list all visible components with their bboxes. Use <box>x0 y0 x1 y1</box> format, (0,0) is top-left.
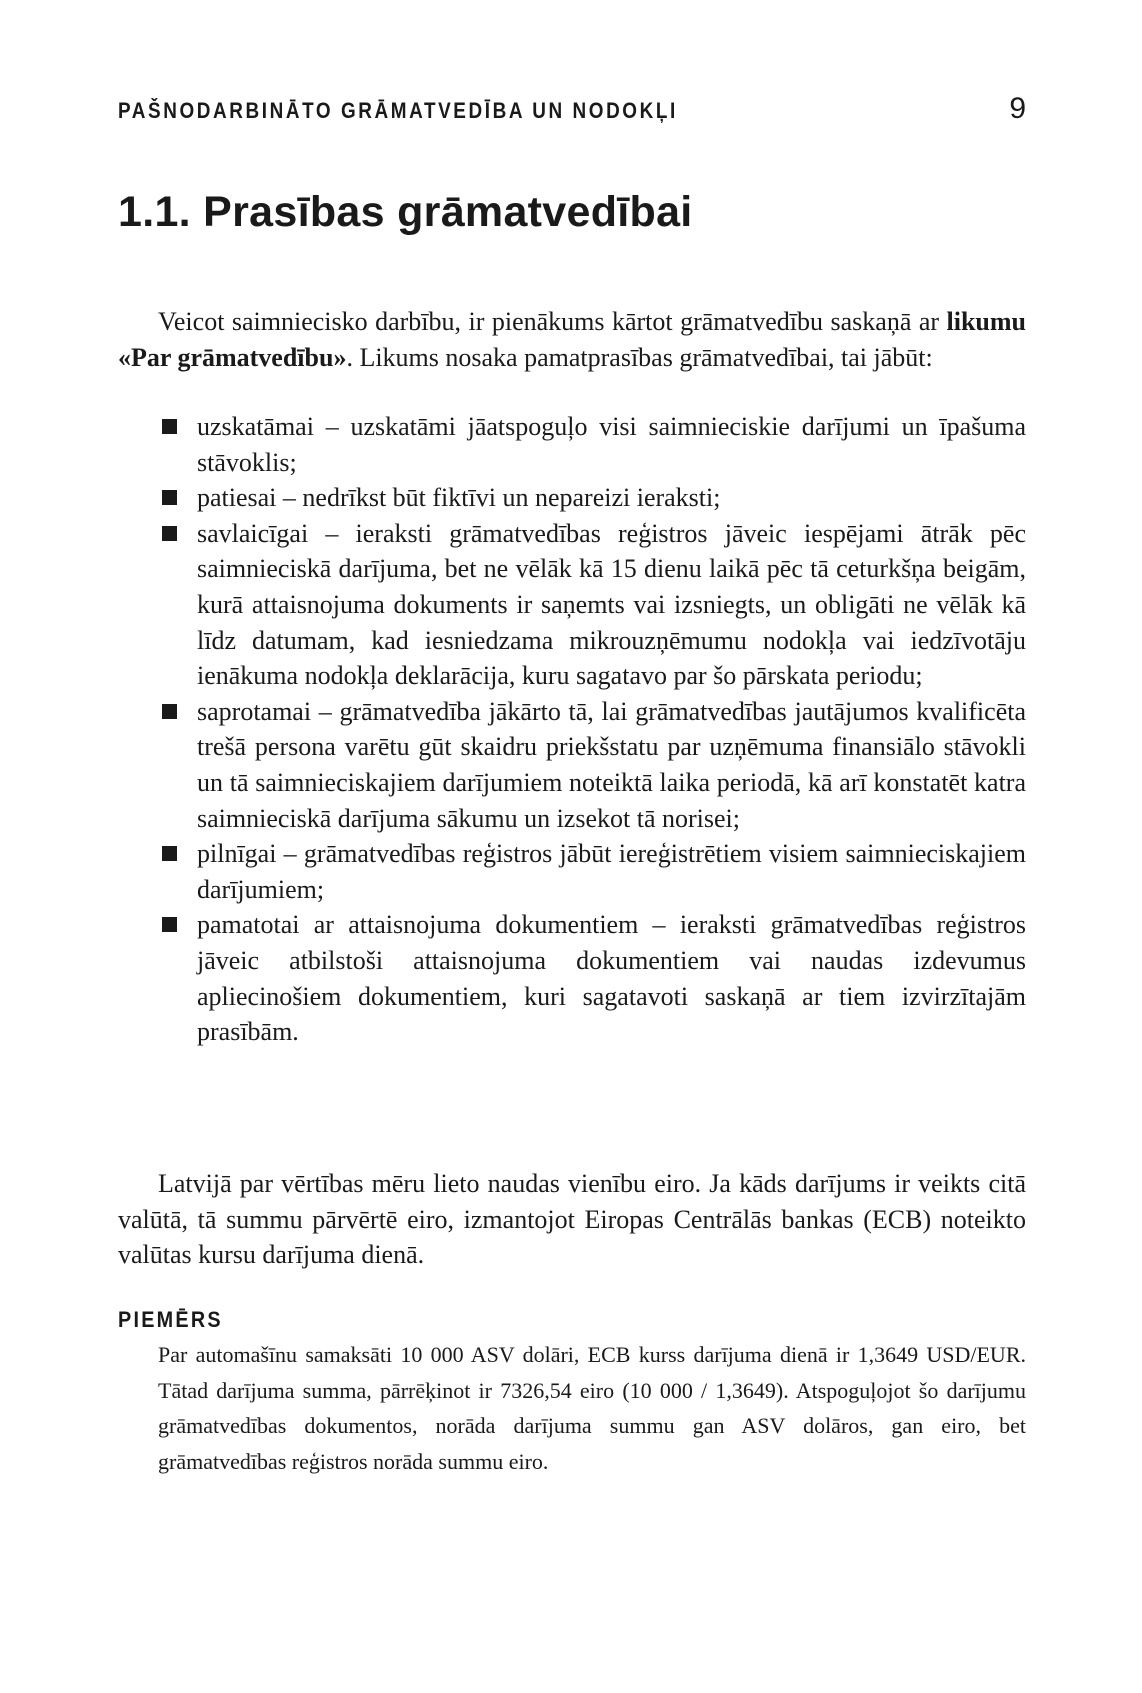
intro-text-after: . Likums nosaka pamatprasības grāmatvedībai, tai jābūt: <box>346 342 933 372</box>
list-item-text: pamatotai ar attaisnojuma dokumentiem – ieraksti grāmatvedības reģistros jāveic atbilstoši attaisnojuma dokumentiem vai naudas izdevumus apliecinošiem dokumentiem, kuri sagatavoti saskaņā ar tiem izvirzītajām prasībām. <box>197 910 1026 1047</box>
section-title: 1.1. Prasības grāmatvedībai <box>118 188 693 236</box>
list-item-text: savlaicīgai – ieraksti grāmatvedības reģistros jāveic iespējami ātrāk pēc saimnieciskā darījuma, bet ne vēlāk kā 15 dienu laikā pēc tā ceturkšņa beigām, kurā attaisnojuma dokuments ir saņemts vai izsniegts, un obligāti ne vēlāk kā līdz datumam, kad iesniedzama mikrouzņēmumu nodokļa vai iedzīvotāju ienākuma nodokļa deklarācija, kuru sagatavo par šo pārskata periodu; <box>197 518 1026 691</box>
square-bullet-icon <box>162 917 177 932</box>
example-label: PIEMĒRS <box>118 1307 223 1332</box>
currency-paragraph: Latvijā par vērtības mēru lieto naudas vienību eiro. Ja kāds darījums ir veikts citā valūtā, tā summu pārvērtē eiro, izmantojot Eiropas Centrālās bankas (ECB) noteikto valūtas kursu darījuma dienā. <box>118 1169 1026 1270</box>
page-header <box>118 92 1026 126</box>
square-bullet-icon <box>162 704 177 719</box>
requirements-list <box>0 409 1026 1050</box>
square-bullet-icon <box>162 846 177 861</box>
example-text: Par automašīnu samaksāti 10 000 ASV dolāri, ECB kurss darījuma dienā ir 1,3649 USD/EUR. Tātad darījuma summa, pārrēķinot ir 7326,54 eiro (10 000 / 1,3649). Atspoguļojot šo darījumu grāmatvedības dokumentos, norāda darījuma summu gan ASV dolāros, gan eiro, bet grāmatvedības reģistros norāda summu eiro. <box>158 1342 1026 1474</box>
list-item-text: pilnīgai – grāmatvedības reģistros jābūt iereģistrētiem visiem saimnieciskajiem darījumiem; <box>197 839 1026 904</box>
list-item <box>0 516 1026 694</box>
list-item <box>0 480 1026 516</box>
list-item <box>0 836 1026 907</box>
law-name: likumu «Par grāmatvedību» <box>118 307 1026 372</box>
list-item <box>0 694 1026 836</box>
square-bullet-icon <box>162 419 177 434</box>
square-bullet-icon <box>162 526 177 541</box>
list-item-text: saprotamai – grāmatvedība jākārto tā, lai grāmatvedības jautājumos kvalificēta trešā persona varētu gūt skaidru priekšstatu par uzņēmuma finansiālo stāvokli un tā saimnieciskajiem darījumiem noteiktā laika periodā, kā arī konstatēt katra saimnieciskā darījuma sākumu un izsekot tā norisei; <box>197 696 1026 833</box>
list-item <box>0 907 1026 1049</box>
list-item <box>0 409 1026 480</box>
square-bullet-icon <box>162 490 177 505</box>
intro-paragraph <box>118 304 1026 375</box>
list-item-text: uzskatāmai – uzskatāmi jāatspoguļo visi saimnieciskie darījumi un īpašuma stāvoklis; <box>197 412 1026 477</box>
intro-text-before: Veicot saimniecisko darbību, ir pienākums kārtot grāmatvedību saskaņā ar <box>158 307 947 336</box>
list-item-text: patiesai – nedrīkst būt fiktīvi un nepareizi ieraksti; <box>197 483 721 513</box>
page-number: 9 <box>1009 92 1026 125</box>
running-title: PAŠNODARBINĀTO GRĀMATVEDĪBA UN NODOKĻI <box>118 98 678 123</box>
